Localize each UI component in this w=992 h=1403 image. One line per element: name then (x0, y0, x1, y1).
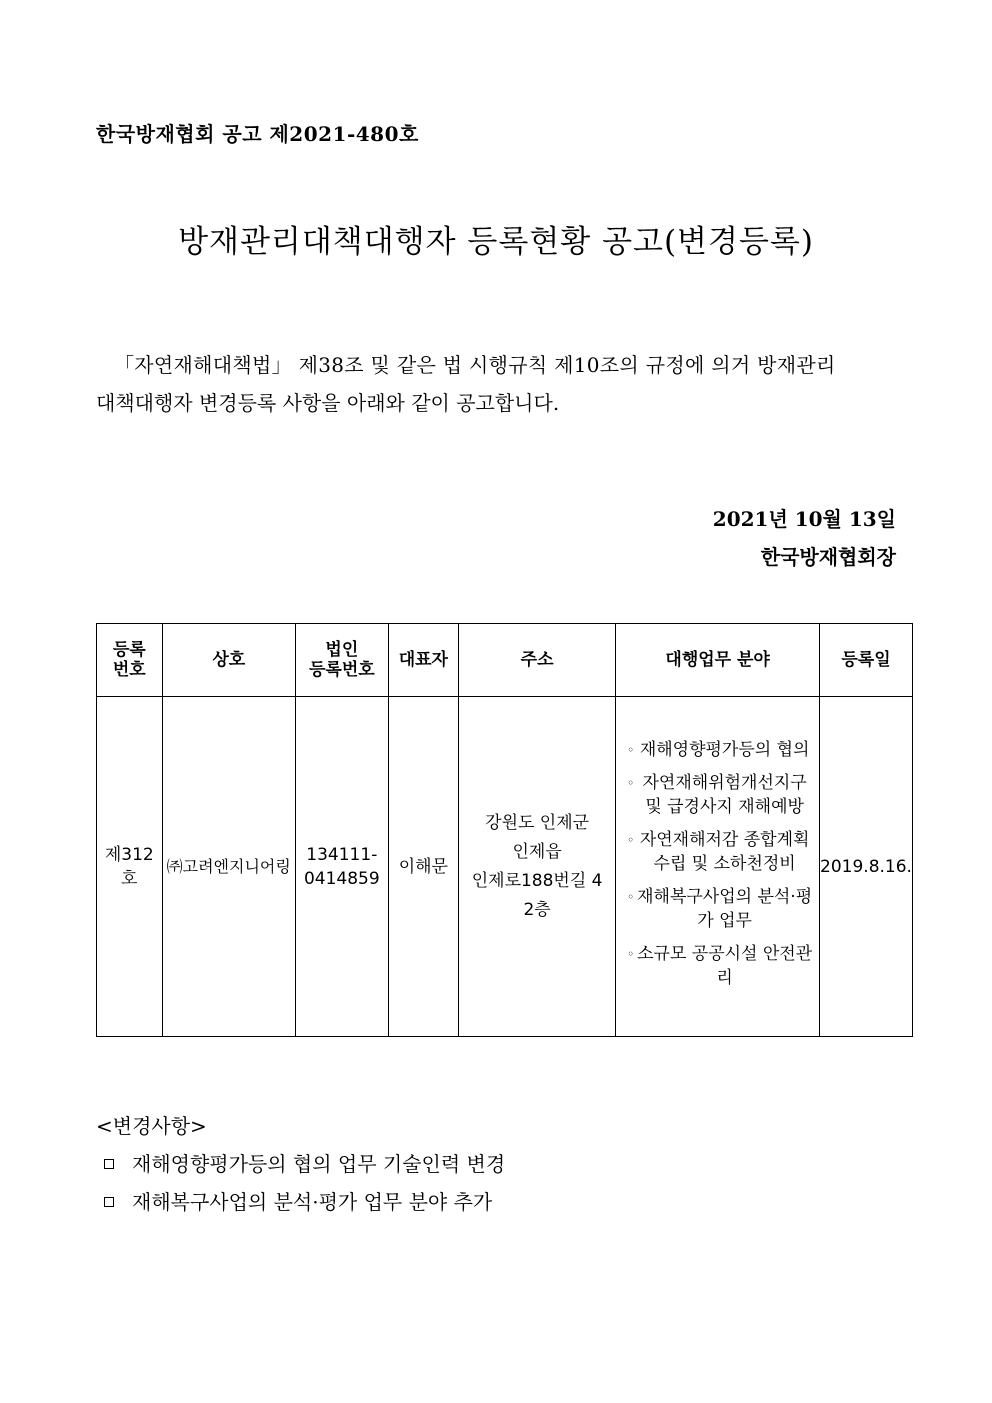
cell-business-list (616, 697, 820, 1037)
bullet-icon: ◦ (627, 776, 635, 790)
header-company: 상호 (162, 624, 295, 697)
bullet-icon: ◦ (627, 833, 635, 847)
table-row (97, 697, 913, 1037)
bullet-icon: ◦ (627, 947, 635, 961)
cell-company: ㈜고려엔지니어링 (162, 697, 295, 1037)
bullet-icon: ◦ (627, 743, 635, 757)
square-bullet-icon (104, 1197, 114, 1207)
change-item: 재해복구사업의 분석·평가 업무 분야 추가 (96, 1186, 492, 1215)
notice-date: 2021년 10월 13일 (712, 507, 896, 531)
registration-table (96, 623, 913, 1037)
bullet-icon: ◦ (627, 890, 635, 904)
table-header-row (97, 624, 913, 697)
cell-reg-no: 제312호 (97, 697, 163, 1037)
change-item: 재해영향평가등의 협의 업무 기술인력 변경 (96, 1148, 505, 1177)
intro-line-1: 「자연재해대책법」 제38조 및 같은 법 시행규칙 제10조의 규정에 의거 방재관리 (114, 353, 836, 377)
intro-paragraph (96, 346, 896, 422)
list-item: ◦ 자연재해저감 종합계획 수립 및 소하천정비 (622, 828, 815, 876)
changes-heading: <변경사항> (96, 1114, 207, 1138)
document-title: 방재관리대책대행자 등록현황 공고(변경등록) (178, 224, 814, 260)
cell-reg-date: 2019.8.16. (820, 697, 913, 1037)
header-reg-date: 등록일 (820, 624, 913, 697)
list-item: ◦ 재해영향평가등의 협의 (622, 738, 815, 762)
notice-number: 한국방재협회 공고 제2021-480호 (96, 122, 419, 146)
header-reg-no: 등록 번호 (97, 624, 163, 697)
header-business: 대행업무 분야 (616, 624, 820, 697)
cell-representative: 이해문 (388, 697, 458, 1037)
square-bullet-icon (104, 1159, 114, 1169)
issuer-name: 한국방재협회장 (760, 545, 896, 569)
header-address: 주소 (458, 624, 615, 697)
header-representative: 대표자 (388, 624, 458, 697)
cell-address: 강원도 인제군 인제읍 인제로188번길 4 2층 (458, 697, 615, 1037)
list-item: ◦ 자연재해위험개선지구 및 급경사지 재해예방 (622, 771, 815, 819)
list-item: ◦ 재해복구사업의 분석·평가 업무 (622, 885, 815, 933)
list-item: ◦ 소규모 공공시설 안전관리 (622, 942, 815, 990)
intro-line-2: 대책대행자 변경등록 사항을 아래와 같이 공고합니다. (96, 391, 560, 415)
cell-corp-no: 134111- 0414859 (295, 697, 388, 1037)
header-corp-no: 법인 등록번호 (295, 624, 388, 697)
